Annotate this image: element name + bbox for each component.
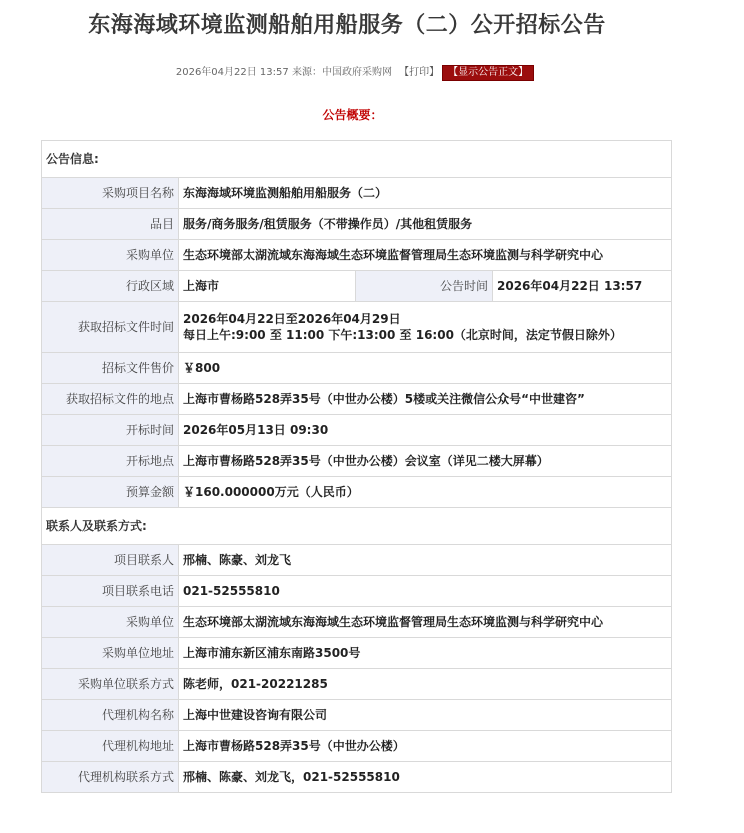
category-value: 服务/商务服务/租赁服务（不带操作员）/其他租赁服务 <box>179 209 672 240</box>
doc-time-dates: 2026年04月22日至2026年04月29日 <box>183 312 401 326</box>
article-meta <box>0 65 710 81</box>
source-name: 中国政府采购网 <box>321 67 392 78</box>
table-row <box>42 353 672 384</box>
table-row <box>42 669 672 700</box>
announce-time-value: 2026年04月22日 13:57 <box>493 271 672 302</box>
purchaser-label: 采购单位 <box>42 240 179 271</box>
project-phone-label: 项目联系电话 <box>42 576 179 607</box>
project-name-value: 东海海域环境监测船舶用船服务（二） <box>179 178 672 209</box>
agency-contact-value: 邢楠、陈豪、刘龙飞，021-52555810 <box>179 762 672 793</box>
table-row <box>42 477 672 508</box>
open-place-label: 开标地点 <box>42 446 179 477</box>
show-announcement-button[interactable]: 【显示公告正文】 <box>442 65 534 81</box>
doc-time-hours: 每日上午:9:00 至 11:00 下午:13:00 至 16:00（北京时间，法定节假日除外） <box>183 328 622 342</box>
purchaser-contact-label: 采购单位联系方式 <box>42 669 179 700</box>
purchaser-address-value: 上海市浦东新区浦东南路3500号 <box>179 638 672 669</box>
doc-place-value: 上海市曹杨路528弄35号（中世办公楼）5楼或关注微信公众号“中世建咨” <box>179 384 672 415</box>
doc-price-label: 招标文件售价 <box>42 353 179 384</box>
table-row <box>42 731 672 762</box>
agency-name-value: 上海中世建设咨询有限公司 <box>179 700 672 731</box>
table-row <box>42 415 672 446</box>
region-label: 行政区域 <box>42 271 179 302</box>
doc-time-label: 获取招标文件时间 <box>42 302 179 353</box>
purchaser-contact-value: 陈老师，021-20221285 <box>179 669 672 700</box>
print-link[interactable]: 【打印】 <box>399 67 440 78</box>
section-title-contacts: 联系人及联系方式: <box>42 508 672 545</box>
publish-datetime: 2026年04月22日 13:57 <box>175 67 289 78</box>
table-row <box>42 638 672 669</box>
table-row <box>42 302 672 353</box>
open-place-value: 上海市曹杨路528弄35号（中世办公楼）会议室（详见二楼大屏幕） <box>179 446 672 477</box>
summary-heading: 公告概要： <box>322 108 383 122</box>
table-row <box>42 240 672 271</box>
page-title: 东海海域环境监测船舶用船服务（二）公开招标公告 <box>88 13 606 38</box>
announce-time-label: 公告时间 <box>356 271 493 302</box>
agency-address-value: 上海市曹杨路528弄35号（中世办公楼） <box>179 731 672 762</box>
project-name-label: 采购项目名称 <box>42 178 179 209</box>
open-time-label: 开标时间 <box>42 415 179 446</box>
doc-place-label: 获取招标文件的地点 <box>42 384 179 415</box>
table-row <box>42 209 672 240</box>
project-contact-label: 项目联系人 <box>42 545 179 576</box>
contact-purchaser-value: 生态环境部太湖流域东海海域生态环境监督管理局生态环境监测与科学研究中心 <box>179 607 672 638</box>
announcement-table <box>41 140 672 793</box>
project-phone-value: 021-52555810 <box>179 576 672 607</box>
table-row <box>42 607 672 638</box>
table-row <box>42 700 672 731</box>
budget-label: 预算金额 <box>42 477 179 508</box>
table-row <box>42 576 672 607</box>
purchaser-value: 生态环境部太湖流域东海海域生态环境监督管理局生态环境监测与科学研究中心 <box>179 240 672 271</box>
agency-address-label: 代理机构地址 <box>42 731 179 762</box>
purchaser-address-label: 采购单位地址 <box>42 638 179 669</box>
table-row <box>42 446 672 477</box>
table-row <box>42 384 672 415</box>
table-row <box>42 178 672 209</box>
region-value: 上海市 <box>179 271 356 302</box>
table-row <box>42 545 672 576</box>
agency-contact-label: 代理机构联系方式 <box>42 762 179 793</box>
doc-price-value: ￥800 <box>179 353 672 384</box>
section-row-contacts <box>42 508 672 545</box>
contact-purchaser-label: 采购单位 <box>42 607 179 638</box>
project-contact-value: 邢楠、陈豪、刘龙飞 <box>179 545 672 576</box>
agency-name-label: 代理机构名称 <box>42 700 179 731</box>
source-label: 来源： <box>291 67 322 78</box>
doc-time-value <box>179 302 672 353</box>
table-row <box>42 762 672 793</box>
table-row <box>42 271 672 302</box>
category-label: 品目 <box>42 209 179 240</box>
budget-value: ￥160.000000万元（人民币） <box>179 477 672 508</box>
open-time-value: 2026年05月13日 09:30 <box>179 415 672 446</box>
section-title-announcement: 公告信息: <box>42 141 672 178</box>
section-row-announcement <box>42 141 672 178</box>
